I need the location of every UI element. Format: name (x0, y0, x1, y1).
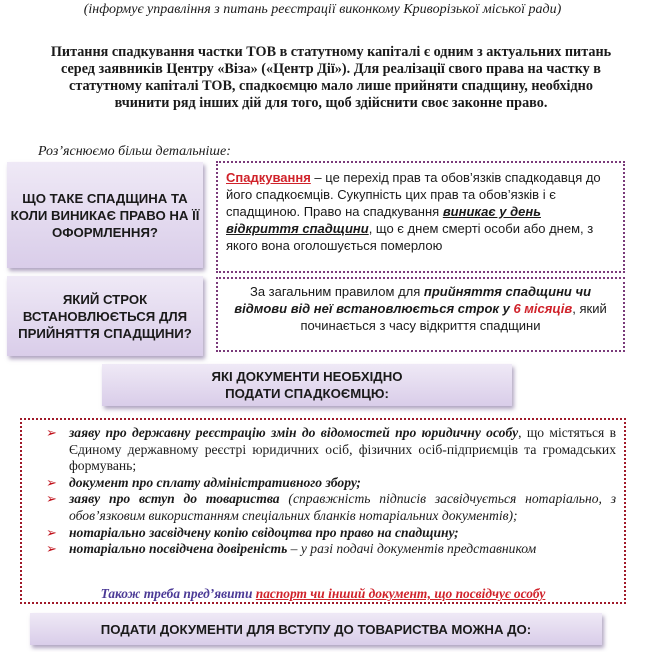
documents-header (102, 364, 512, 406)
list-item (32, 541, 616, 558)
doc-item-bold: нотаріально посвідчена довіреність (69, 541, 288, 557)
arrow-bullet-icon: ➢ (46, 541, 57, 557)
intro-paragraph: Питання спадкування частки ТОВ в статутному капіталі є одним з актуальних питань серед заявників Центру «Віза» («Центр Дії»). Для реалізації свого права на частку в статутному капіталі ТОВ, спадкоємцю мало лише прийняти спадщину, необхідно вчинити ряд інших дій для того, щоб здійснити своє законне право. (50, 44, 612, 111)
documents-header-line1: ЯКІ ДОКУМЕНТИ НЕОБХІДНО (211, 369, 403, 384)
answer-inheritance-emph: виникає у день відкриття спадщини (226, 204, 541, 236)
answer-term-emph: прийняття спадщини чи відмови від неї встановлюється строк у (234, 284, 592, 316)
list-item (32, 491, 616, 524)
answer-term-months: 6 місяців (509, 301, 573, 316)
answer-inheritance-text: – це перехід прав та обов’язків спадкодавця до його спадкоємців. Сукупність цих прав та обов’язків і є спадщиною. Право на спадкування (226, 170, 601, 219)
arrow-bullet-icon: ➢ (46, 474, 57, 490)
doc-item-bold: заяву про вступ до товариства (69, 491, 280, 507)
submit-header-text: ПОДАТИ ДОКУМЕНТИ ДЛЯ ВСТУПУ ДО ТОВАРИСТВА МОЖНА ДО: (100, 621, 532, 637)
term-inheritance: Спадкування (226, 170, 311, 185)
answer-inheritance-box (216, 161, 625, 273)
also-present-note (22, 586, 624, 602)
also-present-text: Також треба пред’явити (100, 586, 256, 601)
subtitle: (інформує управління з питань реєстрації виконкому Криворізької міської ради) (83, 2, 562, 17)
doc-item-bold: заяву про державну реєстрацію змін до відомостей про юридичну особу (69, 425, 519, 440)
documents-list (22, 420, 624, 558)
answer-term-text: За загальним правилом для (249, 284, 424, 299)
question-term: ЯКИЙ СТРОК ВСТАНОВЛЮЄТЬСЯ ДЛЯ ПРИЙНЯТТЯ СПАДЩИНИ? (18, 291, 192, 341)
answer-inheritance-text-end: , що є днем смерті особи або днем, з якого вона оголошується померлою (226, 221, 594, 253)
lead-text: Роз’яснюємо більш детальніше: (38, 144, 231, 159)
doc-item-bold: документ про сплату адміністративного збору; (69, 474, 361, 490)
documents-list-box (20, 418, 626, 604)
answer-term-text-end: , який починається з часу відкриття спадщини (300, 301, 607, 333)
answer-term-box (216, 277, 625, 352)
arrow-bullet-icon: ➢ (46, 524, 57, 540)
list-item (32, 525, 616, 542)
question-inheritance: ЩО ТАКЕ СПАДЩИНА ТА КОЛИ ВИНИКАЄ ПРАВО НА ЇЇ ОФОРМЛЕННЯ? (10, 190, 200, 240)
doc-item-text: – у разі подачі документів представником (287, 541, 537, 557)
arrow-bullet-icon: ➢ (46, 425, 57, 440)
list-item (32, 475, 616, 492)
doc-item-text: , що містяться в Єдиному державному реєстрі юридичних осіб, фізичних осіб-підприємців та громадських формувань; (69, 425, 616, 474)
question-term-box (7, 276, 203, 356)
doc-item-bold: нотаріально засвідчену копію свідоцтва про право на спадщину; (69, 524, 459, 540)
list-item (32, 425, 616, 475)
submit-header (30, 613, 602, 645)
doc-item-text: (справжність підписів засвідчується нотаріально, з обов’язковим використанням спеціальних бланків нотаріальних документів); (69, 491, 616, 523)
question-inheritance-box (7, 162, 203, 268)
also-present-document: паспорт чи інший документ, що посвідчує особу (255, 586, 546, 601)
documents-header-line2: ПОДАТИ СПАДКОЄМЦЮ: (225, 386, 389, 401)
arrow-bullet-icon: ➢ (46, 491, 57, 507)
